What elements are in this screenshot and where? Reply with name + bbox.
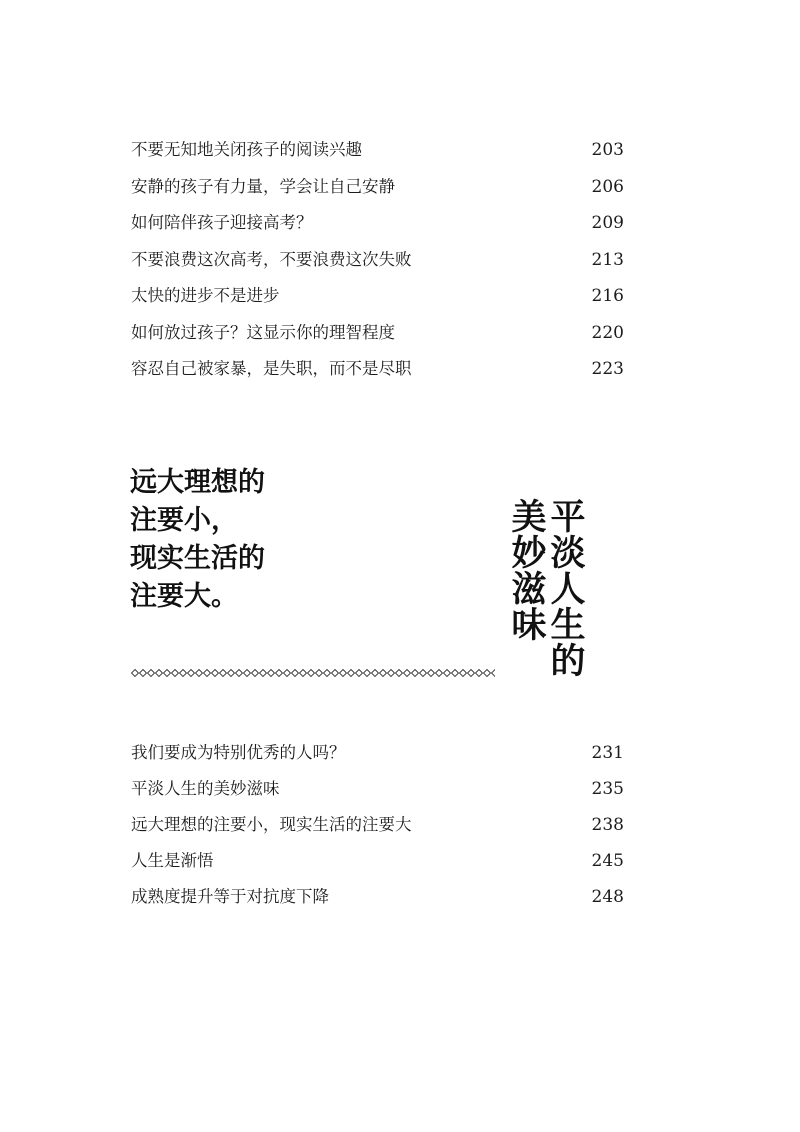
toc-entry-page: 235	[591, 779, 624, 799]
toc-entry[interactable]	[131, 357, 624, 394]
toc-entry-title: 成熟度提升等于对抗度下降	[131, 887, 329, 906]
toc-entry[interactable]	[131, 248, 624, 285]
toc-entry-page: 203	[591, 140, 624, 160]
toc-entry-page: 209	[591, 213, 624, 233]
toc-entry-page: 245	[591, 851, 624, 871]
toc-entry-page: 238	[591, 815, 624, 835]
quote-line: 注要小，	[130, 505, 238, 536]
toc-entry-title: 太快的进步不是进步	[131, 286, 280, 305]
toc-list-part1	[131, 138, 624, 394]
toc-entry[interactable]	[131, 813, 624, 849]
toc-entry-title: 远大理想的注要小，现实生活的注要大	[131, 815, 412, 834]
diamond-divider	[131, 666, 495, 680]
toc-entry-page: 220	[591, 322, 624, 343]
toc-entry-title: 不要浪费这次高考，不要浪费这次失败	[131, 249, 412, 269]
toc-entry-title: 不要无知地关闭孩子的阅读兴趣	[131, 140, 362, 159]
section-title-column-2: 美妙滋味	[506, 498, 546, 642]
quote-line: 远大理想的	[130, 467, 265, 498]
toc-entry-title: 人生是渐悟	[131, 851, 214, 870]
toc-entry[interactable]	[131, 211, 624, 248]
quote-line: 注要大。	[130, 581, 238, 612]
toc-entry-page: 216	[591, 286, 624, 306]
toc-entry[interactable]	[131, 284, 624, 321]
toc-entry[interactable]	[131, 885, 624, 921]
toc-entry[interactable]	[131, 741, 624, 777]
toc-entry[interactable]	[131, 321, 624, 358]
toc-entry-title: 如何陪伴孩子迎接高考？	[131, 213, 313, 232]
quote-line: 现实生活的	[130, 543, 265, 574]
toc-entry-title: 如何放过孩子？这显示你的理智程度	[131, 322, 395, 342]
toc-entry[interactable]	[131, 777, 624, 813]
toc-entry-page: 223	[591, 359, 624, 379]
toc-entry-title: 容忍自己被家暴，是失职，而不是尽职	[131, 359, 412, 378]
section-title-column-1: 平淡人生的	[545, 498, 585, 678]
toc-entry[interactable]	[131, 849, 624, 885]
toc-entry-title: 安静的孩子有力量，学会让自己安静	[131, 176, 395, 196]
toc-list-part2	[131, 741, 624, 921]
toc-entry[interactable]	[131, 138, 624, 175]
toc-entry-page: 206	[591, 176, 624, 197]
toc-entry-page: 248	[591, 887, 624, 907]
toc-entry-title: 平淡人生的美妙滋味	[131, 779, 280, 798]
toc-entry[interactable]	[131, 175, 624, 212]
toc-entry-page: 213	[591, 249, 624, 270]
section-quote	[130, 464, 265, 616]
toc-entry-title: 我们要成为特别优秀的人吗？	[131, 743, 346, 762]
toc-entry-page: 231	[591, 743, 624, 763]
